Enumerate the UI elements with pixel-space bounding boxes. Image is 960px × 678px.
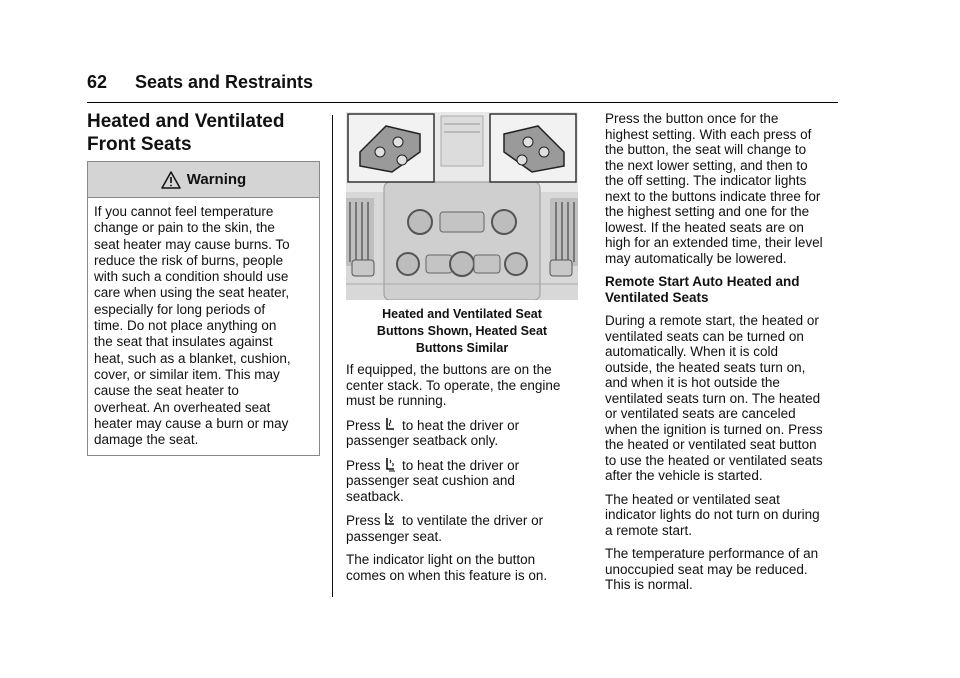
text-line: to heat the driver or <box>402 457 520 473</box>
text-line: The indicator light on the button <box>346 552 536 567</box>
center-stack-illustration <box>346 112 578 300</box>
column-3-body <box>605 111 845 601</box>
text-line: ventilated seats can be turned on <box>605 328 804 344</box>
paragraph <box>605 313 845 484</box>
text-line: and when it is hot outside the <box>605 375 780 390</box>
seat-cushion-heat-icon <box>384 457 396 473</box>
figure-caption <box>346 306 578 357</box>
caption-line: Buttons Similar <box>415 341 509 355</box>
paragraph <box>346 457 582 505</box>
text-line: comes on when this feature is on. <box>346 567 548 583</box>
text-line: the next lower setting, and then to <box>605 157 808 173</box>
text-line: ventilated seats turn on. The heated <box>605 390 821 406</box>
text-line: passenger seat. <box>346 528 443 544</box>
warning-line: care when using the seat heater, <box>94 285 290 301</box>
warning-line: heat, such as a blanket, cushion, <box>94 350 291 366</box>
column-2-body <box>346 362 582 591</box>
warning-line: the seat that insulates against <box>94 334 273 350</box>
main-heading <box>87 110 322 156</box>
text-line: high for an extended time, their level <box>605 235 823 250</box>
warning-line: especially for long periods of <box>94 301 266 317</box>
column-divider <box>332 115 333 597</box>
warning-triangle-icon <box>161 171 181 189</box>
text-line: Press the button once for the <box>605 111 779 126</box>
text-line: passenger seat cushion and <box>346 473 515 488</box>
text-line: center stack. To operate, the engine <box>346 377 561 393</box>
heading-line: Front Seats <box>87 134 192 155</box>
text-line: Press <box>346 513 381 528</box>
text-line: This is normal. <box>605 577 693 592</box>
text-line: must be running. <box>346 393 447 408</box>
warning-line: overheat. An overheated seat <box>94 399 271 415</box>
text-line: Ventilated Seats <box>605 289 709 305</box>
warning-title: Warning <box>186 171 247 188</box>
text-line: The temperature performance of an <box>605 546 819 561</box>
caption-line: Heated and Ventilated Seat <box>382 307 542 321</box>
text-line: to heat the driver or <box>402 417 520 433</box>
text-line: a remote start. <box>605 522 693 538</box>
text-line: passenger seatback only. <box>346 433 499 448</box>
text-line: next to the buttons indicate three for <box>605 188 821 204</box>
text-line: seatback. <box>346 488 404 504</box>
warning-text <box>88 198 319 448</box>
text-line: highest setting. With each press of <box>605 126 812 142</box>
paragraph <box>346 417 582 449</box>
warning-line: with such a condition should use <box>94 269 289 285</box>
text-line: Remote Start Auto Heated and <box>605 274 800 289</box>
warning-line: time. Do not place anything on <box>94 318 277 334</box>
paragraph <box>605 111 845 266</box>
text-line: lowest. If the heated seats are on <box>605 219 804 235</box>
text-line: after the vehicle is started. <box>605 468 763 483</box>
text-line: may automatically be lowered. <box>605 250 787 266</box>
paragraph <box>346 552 582 583</box>
text-line: automatically. When it is cold <box>605 344 779 359</box>
text-line: when the ignition is turned on. Press <box>605 421 823 437</box>
text-line: the highest setting and one for the <box>605 204 810 219</box>
text-line: Press <box>346 457 381 473</box>
paragraph <box>346 362 582 409</box>
text-line: or ventilated seats are canceled <box>605 406 796 421</box>
warning-box <box>87 161 320 456</box>
warning-line: cover, or similar item. This may <box>94 366 280 382</box>
text-line: The heated or ventilated seat <box>605 491 780 507</box>
page-number: 62 <box>87 72 108 92</box>
section-title: Seats and Restraints <box>135 72 314 92</box>
heading-line: Heated and Ventilated <box>87 111 285 132</box>
text-line: the heated or ventilated seat button <box>605 437 817 452</box>
text-line: the button, the seat will change to <box>605 142 807 157</box>
warning-line: If you cannot feel temperature <box>94 204 274 219</box>
text-line: unoccupied seat may be reduced. <box>605 561 808 577</box>
seat-ventilation-icon <box>384 512 396 528</box>
text-line: outside, the heated seats turn on, <box>605 359 806 375</box>
warning-line: reduce the risk of burns, people <box>94 252 284 268</box>
text-line: Press <box>346 417 381 433</box>
warning-line: damage the seat. <box>94 432 199 448</box>
text-line: the off setting. The indicator lights <box>605 173 807 188</box>
paragraph <box>346 512 582 544</box>
text-line: to ventilate the driver or <box>402 513 544 528</box>
page-header <box>87 72 838 103</box>
text-line: During a remote start, the heated or <box>605 313 819 328</box>
caption-line: Buttons Shown, Heated Seat <box>376 324 548 338</box>
seatback-heat-icon <box>384 417 396 433</box>
text-line: to use the heated or ventilated seats <box>605 452 823 468</box>
subheading <box>605 274 845 305</box>
text-line: indicator lights do not turn on during <box>605 507 820 522</box>
warning-line: cause the seat heater to <box>94 383 239 399</box>
paragraph <box>605 492 845 539</box>
warning-line: seat heater may cause burns. To <box>94 236 290 252</box>
center-stack-drawing <box>346 112 578 300</box>
warning-line: change or pain to the skin, the <box>94 220 275 236</box>
warning-header <box>88 162 319 198</box>
warning-line: heater may cause a burn or may <box>94 415 289 431</box>
paragraph <box>605 546 845 593</box>
text-line: If equipped, the buttons are on the <box>346 362 552 377</box>
